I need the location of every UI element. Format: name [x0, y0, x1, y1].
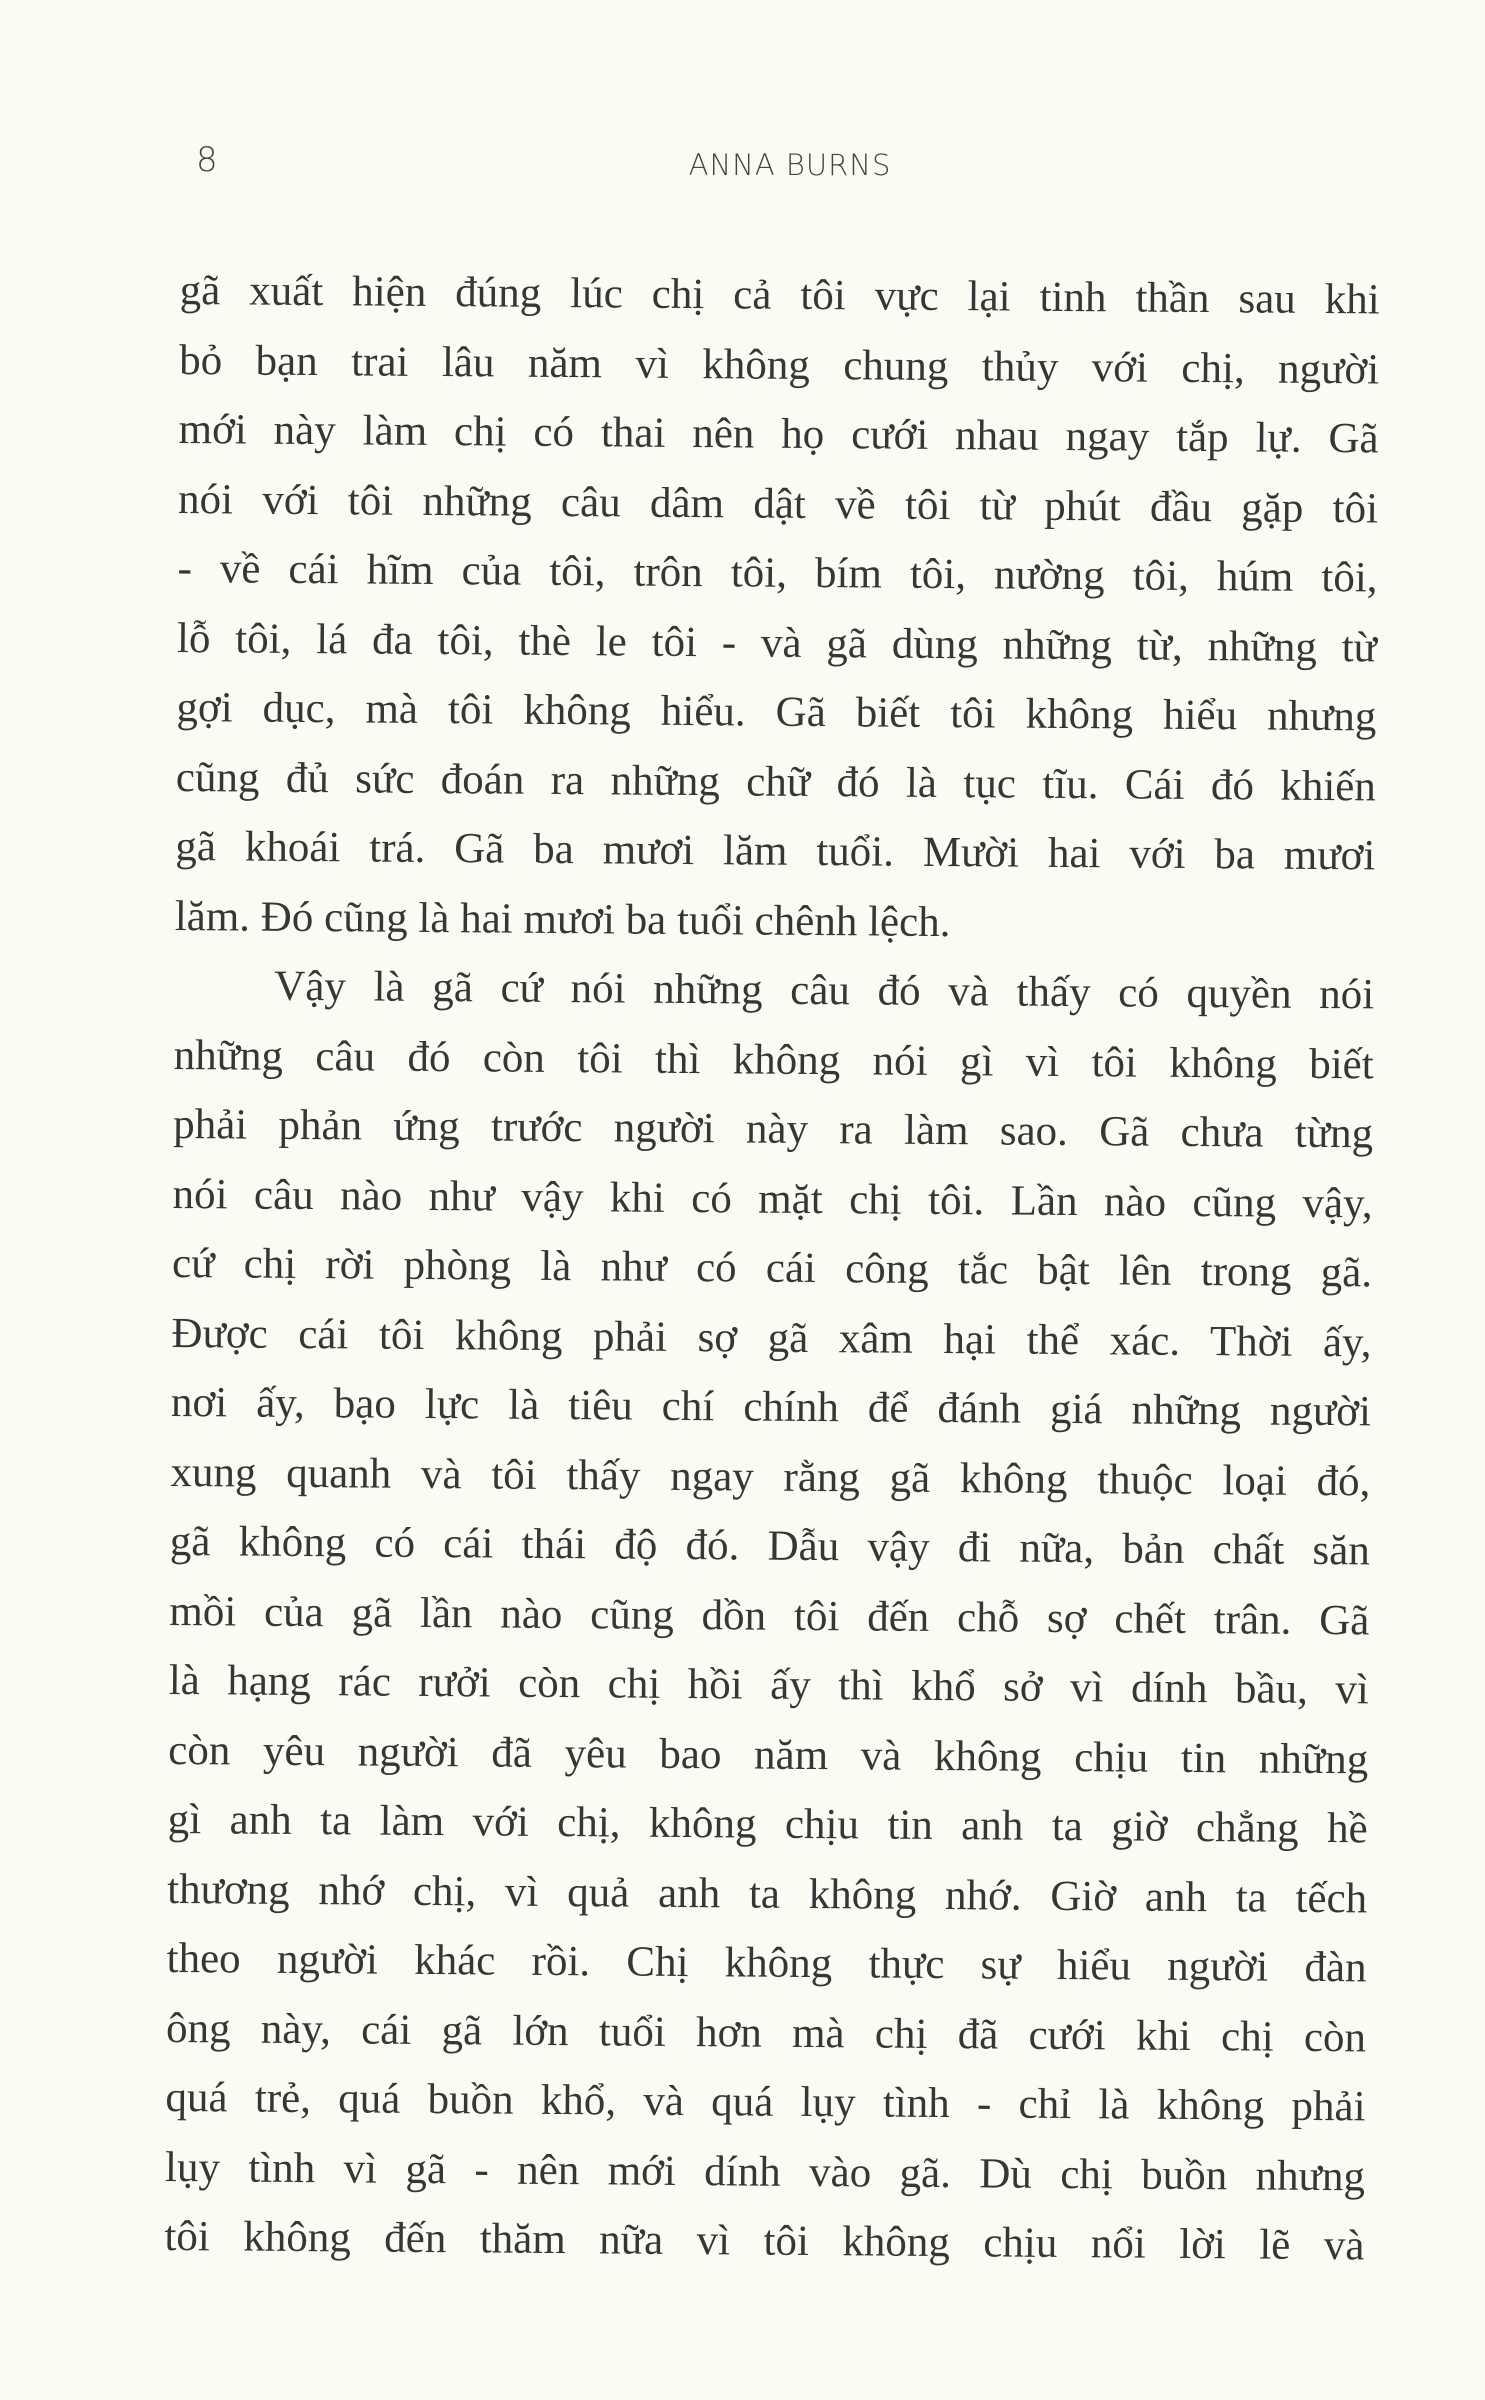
- text-line: xung quanh và tôi thấy ngay rằng gã không thuộc loại đó,: [170, 1448, 1371, 1505]
- text-line: cứ chị rời phòng là như có cái công tắc bật lên trong gã.: [171, 1239, 1373, 1297]
- text-line: gã không có cái thái độ đó. Dẫu vậy đi nữa, bản chất săn: [169, 1517, 1371, 1575]
- text-line: những câu đó còn tôi thì không nói gì vì tôi không biết: [173, 1031, 1374, 1088]
- text-line: phải phản ứng trước người này ra làm sao. Gã chưa từng: [172, 1100, 1374, 1158]
- text-line: Được cái tôi không phải sợ gã xâm hại thể xác. Thời ấy,: [171, 1309, 1372, 1366]
- text-line: còn yêu người đã yêu bao năm và không chịu tin những: [168, 1726, 1369, 1783]
- text-line: là hạng rác rưởi còn chị hồi ấy thì khổ sở vì dính bầu, vì: [168, 1656, 1369, 1714]
- text-line: nói với tôi những câu dâm dật về tôi từ phút đầu gặp tôi: [177, 475, 1379, 532]
- text-line: ông này, cái gã lớn tuổi hơn mà chị đã cưới khi chị còn: [165, 2004, 1367, 2061]
- text-line: nơi ấy, bạo lực là tiêu chí chính để đánh giá những người: [170, 1378, 1372, 1436]
- paragraph: [175, 256, 1380, 960]
- text-line: mồi của gã lần nào cũng dồn tôi đến chỗ sợ chết trân. Gã: [169, 1587, 1370, 1644]
- running-head: ANNA BURNS: [688, 148, 892, 182]
- text-line: thương nhớ chị, vì quả anh ta không nhớ. Giờ anh ta tếch: [166, 1865, 1368, 1922]
- text-line: quá trẻ, quá buồn khổ, và quá lụy tình - chỉ là không phải: [165, 2073, 1366, 2131]
- paragraph: [164, 951, 1374, 2281]
- body-text: [164, 256, 1380, 2281]
- text-line: bỏ bạn trai lâu năm vì không chung thủy với chị, người: [178, 336, 1380, 393]
- text-line: gã khoái trá. Gã ba mươi lăm tuổi. Mười hai với ba mươi: [175, 822, 1376, 880]
- text-line: mới này làm chị có thai nên họ cưới nhau ngay tắp lự. Gã: [178, 405, 1379, 463]
- text-line: gì anh ta làm với chị, không chịu tin anh ta giờ chẳng hề: [167, 1795, 1368, 1853]
- text-line: - về cái hĩm của tôi, trôn tôi, bím tôi, nường tôi, húm tôi,: [177, 544, 1378, 602]
- page-number: 8: [196, 140, 218, 180]
- text-line: cũng đủ sức đoán ra những chữ đó là tục tĩu. Cái đó khiến: [175, 753, 1377, 810]
- text-line: gợi dục, mà tôi không hiểu. Gã biết tôi không hiểu nhưng: [176, 683, 1377, 741]
- text-line: lăm. Đó cũng là hai mươi ba tuổi chênh lệch.: [174, 892, 951, 946]
- text-line: theo người khác rồi. Chị không thực sự hiểu người đàn: [166, 1934, 1367, 1992]
- text-line: gã xuất hiện đúng lúc chị cả tôi vực lại tinh thần sau khi: [179, 266, 1380, 324]
- text-line: nói câu nào như vậy khi có mặt chị tôi. Lần nào cũng vậy,: [172, 1170, 1373, 1227]
- text-line: Vậy là gã cứ nói những câu đó và thấy có quyền nói: [274, 962, 1375, 1019]
- text-line: lỗ tôi, lá đa tôi, thè le tôi - và gã dùng những từ, những từ: [176, 614, 1378, 671]
- text-line: tôi không đến thăm nữa vì tôi không chịu nổi lời lẽ và: [164, 2212, 1365, 2270]
- text-line: lụy tình vì gã - nên mới dính vào gã. Dù chị buồn nhưng: [164, 2143, 1366, 2200]
